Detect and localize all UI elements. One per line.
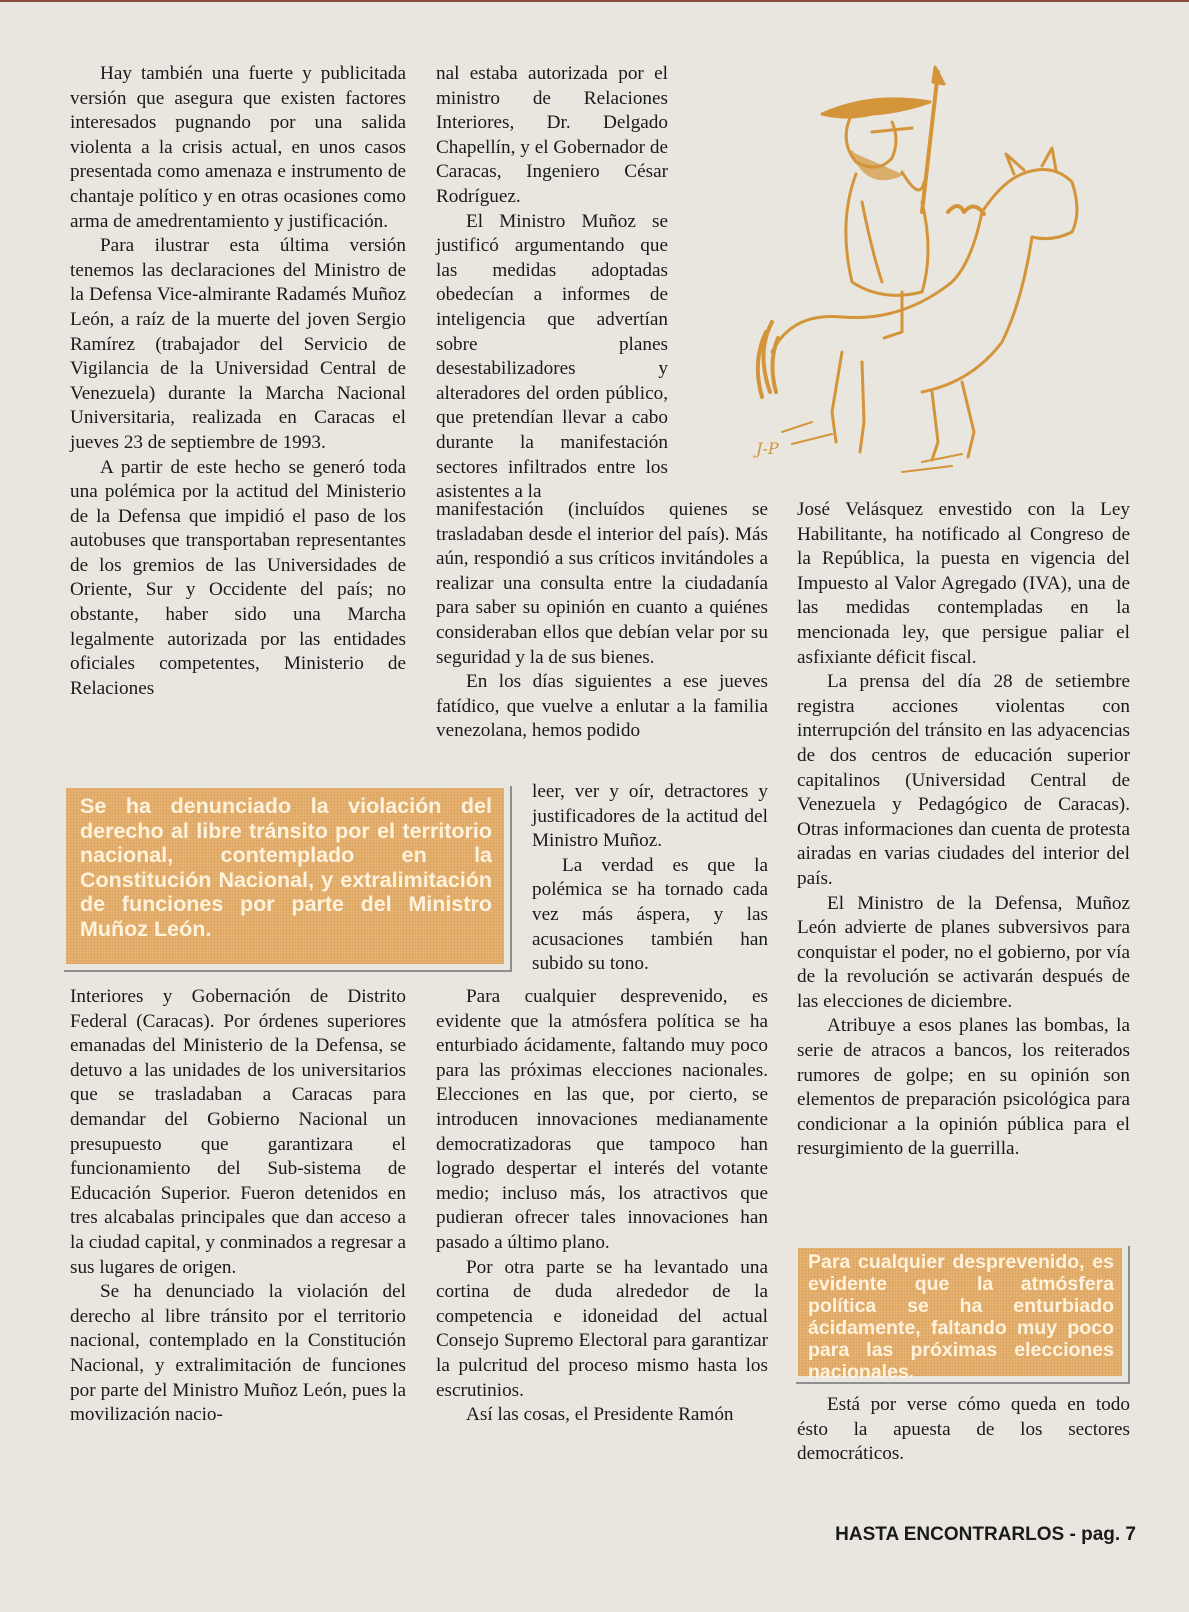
paragraph: Para ilustrar esta última versión tenemos las declaraciones del Ministro de la Defensa Vice-almirante Radamés Muñoz León, a raíz de la muerte del joven Sergio Ramírez (trabajador del Servicio de Vigilancia de la Universidad Central de Venezuela) durante la Marcha Nacional Universitaria, realizada en Caracas el jueves 23 de septiembre de 1993. [70,235,406,453]
paragraph: El Ministro de la Defensa, Muñoz León advierte de planes subversivos para conquistar el poder, no el gobierno, por vía de la revolución se activarán después de las elecciones de diciembre. [797,892,1130,1012]
column-2-top [436,62,668,505]
top-border [0,0,1189,2]
paragraph: Hay también una fuerte y publicitada versión que asegura que existen factores interesados pugnando por una salida violenta a la crisis actual, en unos casos presentada como amenaza e instrumento de chantaje político y en otras ocasiones como arma de amedrentamiento y justificación. [70,63,406,232]
paragraph: A partir de este hecho se generó toda una polémica por la actitud del Ministerio de la Defensa que impidió el paso de los autobuses que transportaban representantes de los gremios de las Universidades de Oriente, Sur y Occidente del país; no obstante, haber sido una Marcha legalmente autorizada por las entidades oficiales competentes, Ministerio de Relaciones [70,456,406,699]
pull-quote-2-text: Para cualquier desprevenido, es evidente que la atmósfera política se ha enturbiado ácidamente, faltando muy poco para las próximas elecciones nacionales. [798,1248,1122,1376]
paragraph: Para cualquier desprevenido, es evidente que la atmósfera política se ha enturbiado ácidamente, faltando muy poco para las próximas elecciones nacionales. Elecciones en las que, por cierto, se introducen innovaciones medianamente democratizadoras que tampoco han logrado despertar el interés del votante medio; incluso más, los atractivos que pudieran ofrecer tales innovaciones han pasado a último plano. [436,986,768,1253]
paragraph: Así las cosas, el Presidente Ramón [466,1404,734,1426]
paragraph: El Ministro Muñoz se justificó argumentando que las medidas adoptadas obedecían a informes de inteligencia que advertían sobre planes desestabilizadores y alteradores del orden público, que pretendían llevar a cabo durante la manifestación sectores infiltrados entre los asistentes a la [436,210,668,503]
paragraph: Atribuye a esos planes las bombas, la serie de atracos a bancos, los reiterados rumores de golpe; en su opinión son elementos de preparación psicológica para condicionar a la opinión pública para el resurgimiento de la guerrilla. [797,1015,1130,1160]
paragraph: manifestación (incluídos quienes se trasladaban desde el interior del país). Más aún, respondió a sus críticos invitándoles a realizar una consulta entre la ciudadanía para saber su opinión en cuanto a quiénes consideraban ellos que debían velar por su seguridad y la de sus bienes. [436,499,768,668]
paragraph: leer, ver y oír, detractores y justificadores de la actitud del Ministro Muñoz. [532,781,768,852]
paragraph: La verdad es que la polémica se ha tornado cada vez más áspera, y las acusaciones también han subido su tono. [532,854,768,975]
cartoon-signature: J-P [756,439,779,458]
paragraph: En los días siguientes a ese jueves fatídico, que vuelve a enlutar a la familia venezolana, hemos podido [436,671,768,742]
column-1-bottom [70,985,406,1428]
paragraph: Está por verse cómo queda en todo ésto la apuesta de los sectores democráticos. [797,1394,1130,1465]
column-1-top [70,62,406,701]
column-3-end [797,1393,1130,1467]
paragraph: Se ha denunciado la violación del derecho al libre tránsito por el territorio nacional, contemplado en la Constitución Nacional, y extralimitación de funciones por parte del Ministro Muñoz León, pues la movilización nacio- [70,1281,406,1426]
pull-quote-2 [796,1246,1130,1384]
cartoon-illustration [752,62,1132,492]
page-footer: HASTA ENCONTRARLOS - pag. 7 [835,1524,1136,1545]
column-3 [797,498,1130,1162]
paragraph: La prensa del día 28 de setiembre registra acciones violentas con interrupción del tránsito en las adyacencias de dos centros de educación superior capitalinos (Universidad Central de Venezuela y Pedagógico de Caracas). Otras informaciones dan cuenta de protesta airadas en varias ciudades del interior del país. [797,671,1130,889]
paragraph: Interiores y Gobernación de Distrito Federal (Caracas). Por órdenes superiores emanadas del Ministerio de la Defensa, se detuvo a las unidades de los universitarios que se trasladaban a Caracas para demandar del Gobierno Nacional un presupuesto que garantizara el funcionamiento del Sub-sistema de Educación Superior. Fueron detenidos en tres alcabalas principales que dan acceso a la ciudad capital, y conminados a regresar a sus lugares de origen. [70,986,406,1278]
paragraph: José Velásquez envestido con la Ley Habilitante, ha notificado al Congreso de la República, la puesta en vigencia del Impuesto al Valor Agregado (IVA), una de las medidas contempladas en la mencionada ley, que persigue paliar el asfixiante déficit fiscal. [797,499,1130,668]
column-2-bottom [436,985,768,1428]
paragraph: nal estaba autorizada por el ministro de Relaciones Interiores, Dr. Delgado Chapellín, y el Gobernador de Caracas, Ingeniero César Rodríguez. [436,63,668,207]
column-2-middle [436,498,768,744]
paragraph: Por otra parte se ha levantado una cortina de duda alrededor de la competencia e idoneidad del actual Consejo Supremo Electoral para garantizar la pulcritud del proceso mismo hasta los escrutinios. [436,1256,768,1401]
column-2-narrow [532,780,768,977]
pull-quote-1 [64,786,512,972]
pull-quote-1-text: Se ha denunciado la violación del derecho al libre tránsito por el territorio nacional, contemplado en la Constitución Nacional, y extralimitación de funciones por parte del Ministro Muñoz León. [66,788,504,964]
horse-rider-drawing [752,62,1132,492]
